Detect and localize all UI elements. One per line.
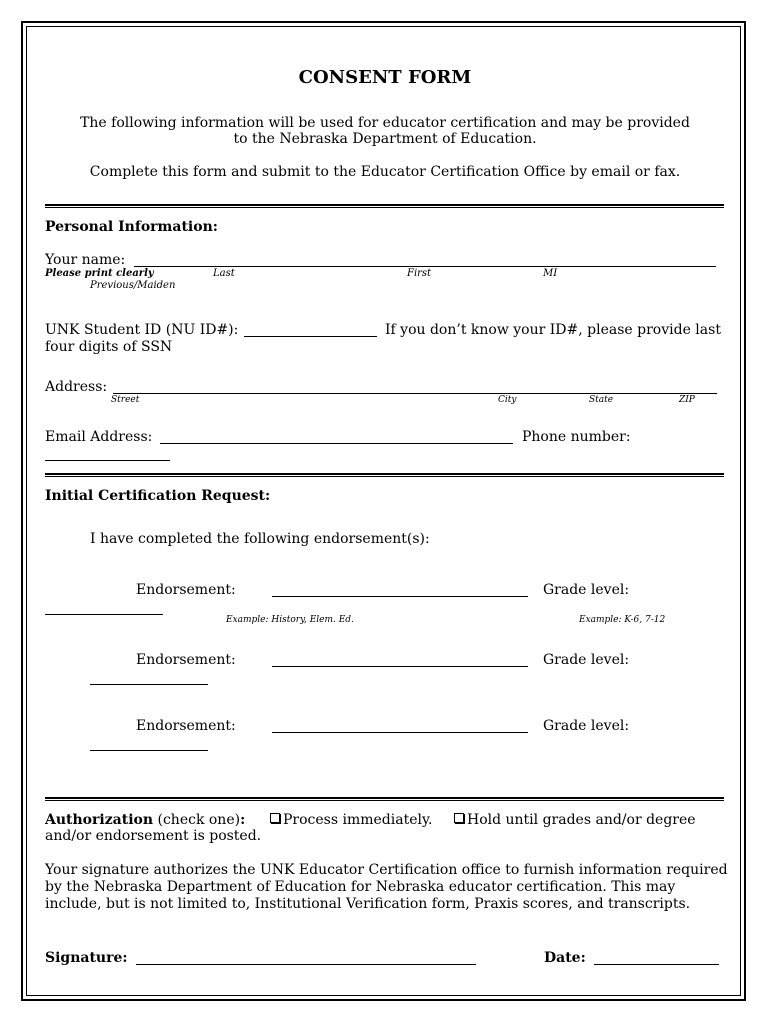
completed-endorsements-text: I have completed the following endorsement(s): (90, 531, 430, 547)
authorization-paragraph-line-3: include, but is not limited to, Institutional Verification form, Praxis scores, and transcripts. (45, 896, 691, 912)
option-hold-until-posted[interactable] (454, 812, 696, 829)
intro-line-3: Complete this form and submit to the Educator Certification Office by email or fax. (89, 164, 681, 180)
grade-level-3-label: Grade level: (543, 718, 630, 734)
email-label: Email Address: (45, 429, 153, 445)
signature-field[interactable] (136, 964, 476, 965)
section-divider (45, 797, 724, 801)
date-field[interactable] (594, 964, 719, 965)
address-label: Address: (45, 379, 108, 395)
personal-info-heading: Personal Information: (45, 219, 218, 235)
id-note-line-2: four digits of SSN (45, 339, 173, 355)
check-one-text: (check one) (157, 812, 241, 828)
email-field[interactable] (160, 443, 513, 444)
zip-caption: ZIP (679, 395, 695, 405)
print-hint: Please print clearly (45, 268, 154, 279)
date-label: Date: (544, 950, 586, 966)
first-name-caption: First (407, 268, 432, 279)
intro-line-2: to the Nebraska Department of Education. (233, 131, 537, 147)
intro-line-1: The following information will be used for educator certification and may be provided (80, 115, 690, 131)
student-id-field[interactable] (244, 336, 377, 337)
form-title: CONSENT FORM (298, 67, 472, 88)
checkbox-hold-until-posted[interactable] (454, 813, 464, 823)
endorsement-1-label: Endorsement: (136, 582, 236, 598)
authorization-colon: : (240, 812, 246, 828)
option-hold-until-posted-label: Hold until grades and/or degree (467, 812, 696, 828)
state-caption: State (589, 395, 614, 405)
option-hold-continued: and/or endorsement is posted. (45, 828, 262, 844)
grade-level-3-field[interactable] (90, 750, 208, 751)
phone-field[interactable] (45, 460, 170, 461)
student-id-label: UNK Student ID (NU ID#): (45, 322, 239, 338)
street-caption: Street (111, 395, 140, 405)
section-divider (45, 473, 724, 477)
previous-name-caption: Previous/Maiden (90, 280, 176, 291)
endorsement-1-field[interactable] (272, 596, 528, 597)
grade-level-1-label: Grade level: (543, 582, 630, 598)
authorization-line (45, 812, 245, 829)
authorization-heading: Authorization (45, 812, 154, 828)
grade-level-2-field[interactable] (90, 684, 208, 685)
authorization-paragraph-line-1: Your signature authorizes the UNK Educator Certification office to furnish information required (45, 862, 728, 878)
option-process-immediately[interactable] (270, 812, 432, 829)
endorsement-3-label: Endorsement: (136, 718, 236, 734)
endorsement-3-field[interactable] (272, 732, 528, 733)
grade-level-example: Example: K-6, 7-12 (579, 615, 666, 625)
name-label: Your name: (45, 252, 126, 268)
address-field[interactable] (113, 393, 717, 394)
grade-level-1-field[interactable] (45, 614, 163, 615)
id-note-line-1: If you don’t know your ID#, please provide last (385, 322, 721, 338)
grade-level-2-label: Grade level: (543, 652, 630, 668)
section-divider (45, 204, 724, 208)
city-caption: City (498, 395, 517, 405)
endorsement-example: Example: History, Elem. Ed. (226, 615, 354, 625)
endorsement-2-label: Endorsement: (136, 652, 236, 668)
name-field[interactable] (134, 266, 716, 267)
phone-label: Phone number: (522, 429, 631, 445)
authorization-paragraph-line-2: by the Nebraska Department of Education for Nebraska educator certification. This may (45, 879, 676, 895)
last-name-caption: Last (213, 268, 235, 279)
signature-label: Signature: (45, 950, 128, 966)
certification-heading: Initial Certification Request: (45, 488, 271, 504)
checkbox-process-immediately[interactable] (270, 813, 280, 823)
middle-initial-caption: MI (543, 268, 558, 279)
option-process-immediately-label: Process immediately. (283, 812, 433, 828)
endorsement-2-field[interactable] (272, 666, 528, 667)
